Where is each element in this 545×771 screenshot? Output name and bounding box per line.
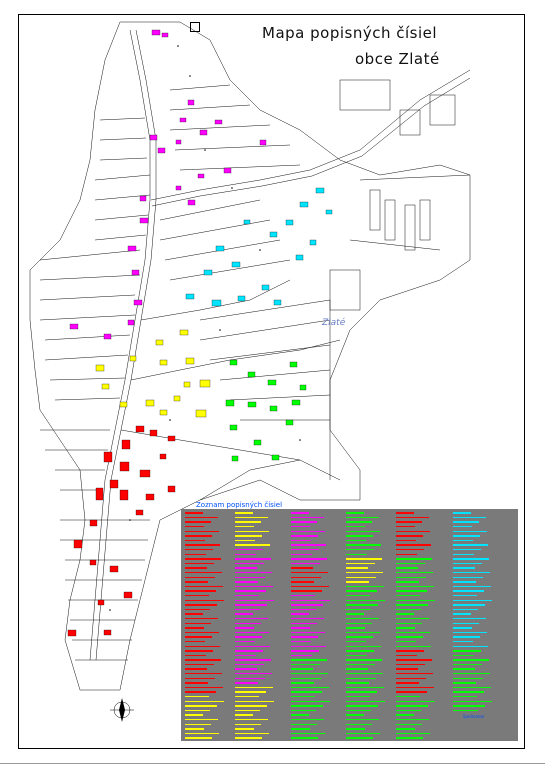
legend-panel <box>181 509 518 741</box>
legend-column-red-green <box>396 511 452 741</box>
legend-column-cyan <box>453 511 509 713</box>
legend-entry <box>291 736 347 741</box>
legend-entry <box>396 736 452 741</box>
legend-column-magenta-green <box>291 511 347 741</box>
legend-column-red <box>185 511 241 741</box>
legend-entry <box>235 736 291 741</box>
legend-entry <box>453 709 509 714</box>
legend-bottom-label: Sjednotení <box>463 714 485 719</box>
legend-column-yellow-magenta <box>235 511 291 741</box>
legend-entry <box>185 736 241 741</box>
legend-title: Zoznam popisných čísiel <box>196 501 283 509</box>
map-title-line1: Mapa popisných čísiel <box>262 24 438 42</box>
legend-column-green <box>346 511 402 741</box>
map-title-line2: obce Zlaté <box>355 50 440 68</box>
page-bottom-rule <box>0 763 545 764</box>
legend-entry <box>346 736 402 741</box>
village-label: Zlaté <box>322 318 346 328</box>
